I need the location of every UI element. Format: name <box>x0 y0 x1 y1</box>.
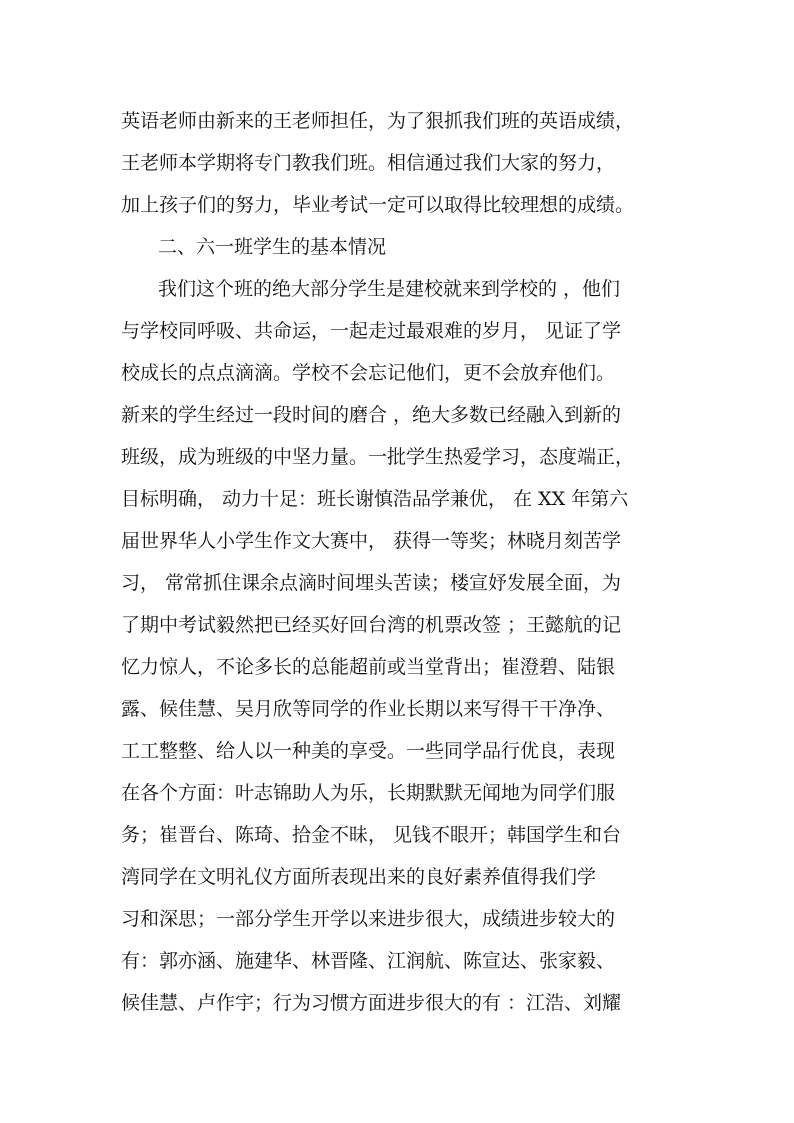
section-heading: 二、六一班学生的基本情况 <box>158 236 387 258</box>
text-line: 英语老师由新来的王老师担任，为了狠抓我们班的英语成绩， <box>121 110 635 132</box>
text-line: 我们这个班的绝大部分学生是建校就来到学校的 ，他们 <box>158 278 621 300</box>
text-line: 露、候佳慧、吴月欣等同学的作业长期以来写得干干净净、 <box>121 698 616 720</box>
text-line: 务；崔晋台、陈琦、拾金不昧， 见钱不眼开；韩国学生和台 <box>121 824 622 846</box>
text-line: 在各个方面：叶志锦助人为乐，长期默默无闻地为同学们服 <box>121 782 616 804</box>
text-line: 班级，成为班级的中坚力量。一批学生热爱学习，态度端正， <box>121 446 635 468</box>
text-line: 候佳慧、卢作宇；行为习惯方面进步很大的有 ：江浩、刘耀 <box>121 992 622 1014</box>
text-line: 王老师本学期将专门教我们班。相信通过我们大家的努力， <box>121 152 616 174</box>
text-line: 新来的学生经过一段时间的磨合 ，绝大多数已经融入到新的 <box>121 404 622 426</box>
text-line: 目标明确， 动力十足：班长谢慎浩品学兼优， 在 XX 年第六 <box>121 488 629 510</box>
text-line: 了期中考试毅然把已经买好回台湾的机票改签 ；王懿航的记 <box>121 614 622 636</box>
text-line: 忆力惊人，不论多长的总能超前或当堂背出；崔澄碧、陆银 <box>121 656 616 678</box>
text-line: 与学校同呼吸、共命运，一起走过最艰难的岁月， 见证了学 <box>121 320 622 342</box>
text-line: 习和深思；一部分学生开学以来进步很大，成绩进步较大的 <box>121 908 616 930</box>
text-line: 湾同学在文明礼仪方面所表现出来的良好素养值得我们学 <box>121 866 597 888</box>
text-line: 有：郭亦涵、施建华、林晋隆、江润航、陈宣达、张家毅、 <box>121 950 616 972</box>
text-line: 加上孩子们的努力，毕业考试一定可以取得比较理想的成绩。 <box>121 194 635 216</box>
text-line: 习， 常常抓住课余点滴时间埋头苦读；楼宣妤发展全面，为 <box>121 572 622 594</box>
text-line: 工工整整、给人以一种美的享受。一些同学品行优良，表现 <box>121 740 616 762</box>
text-line: 校成长的点点滴滴。学校不会忘记他们，更不会放弃他们。 <box>121 362 616 384</box>
text-line: 届世界华人小学生作文大赛中， 获得一等奖；林晓月刻苦学 <box>121 530 622 552</box>
